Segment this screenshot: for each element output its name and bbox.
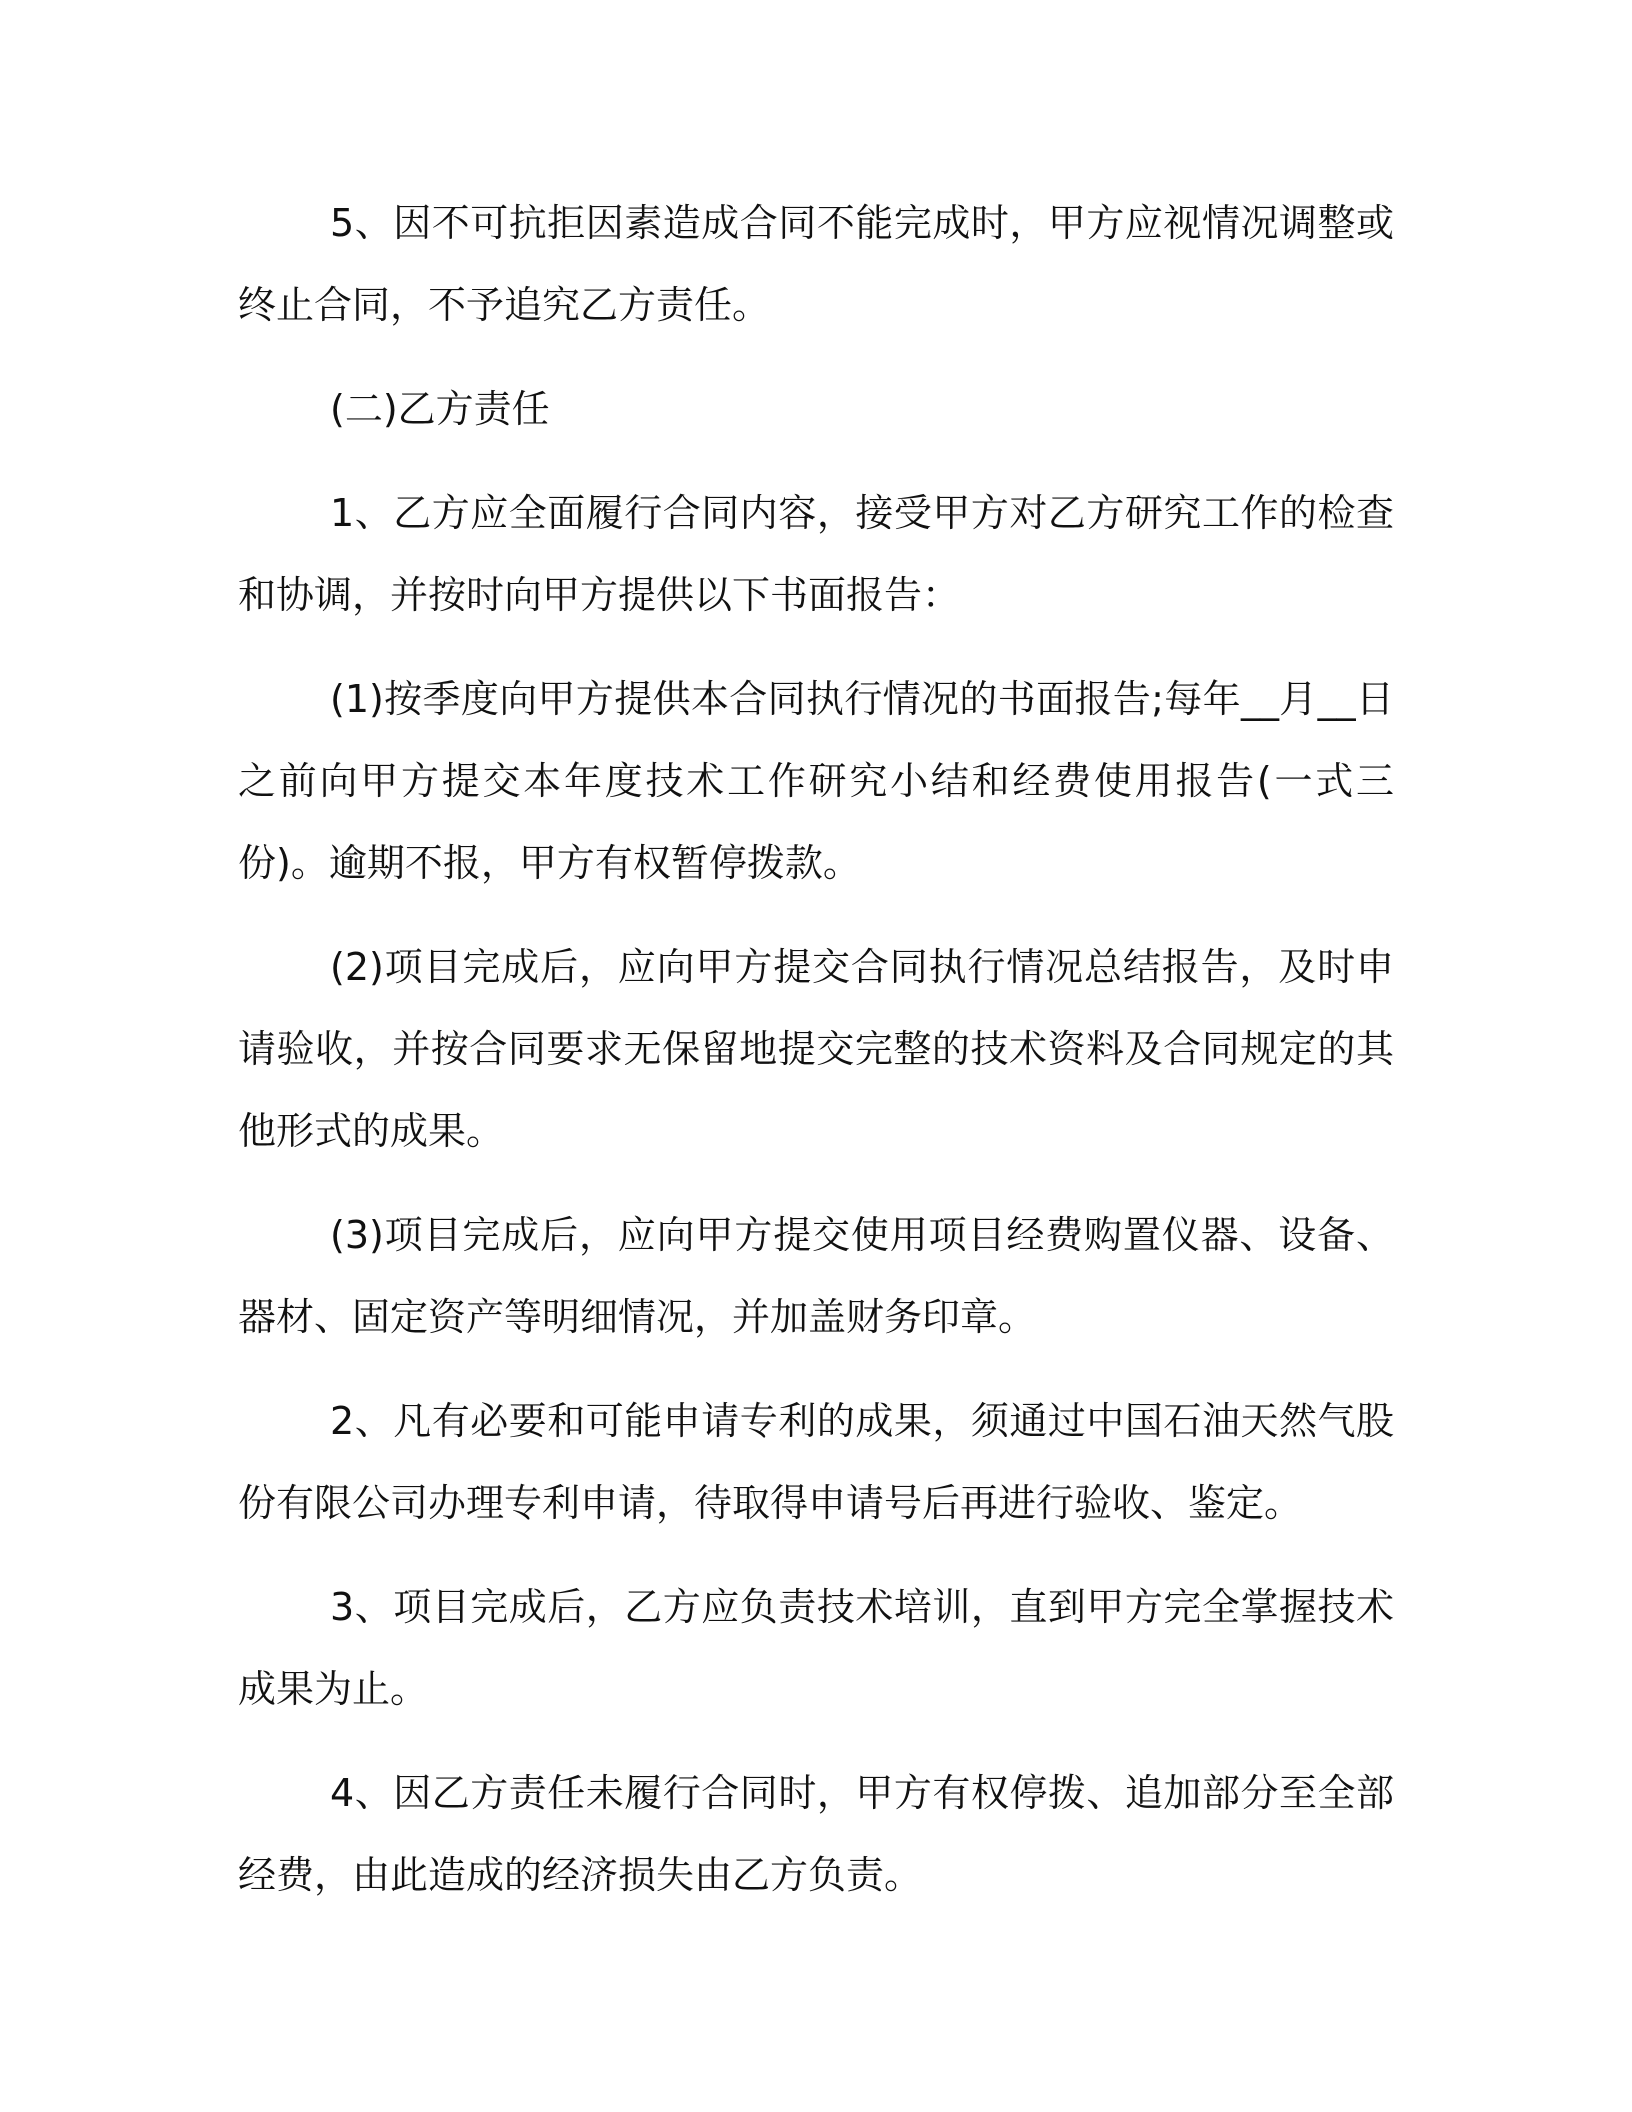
document-body <box>238 182 1394 1938</box>
clause-1-party-b-obligations: 1、乙方应全面履行合同内容，接受甲方对乙方研究工作的检查和协调，并按时向甲方提供以下书面报告： <box>238 491 1394 617</box>
subclause-1-quarterly-report: (1)按季度向甲方提供本合同执行情况的书面报告;每年__月__日之前向甲方提交本年度技术工作研究小结和经费使用报告(一式三份)。逾期不报，甲方有权暂停拨款。 <box>238 677 1394 885</box>
clause-5-force-majeure: 5、因不可抗拒因素造成合同不能完成时，甲方应视情况调整或终止合同，不予追究乙方责任。 <box>238 201 1394 327</box>
subclause-3-equipment-details: (3)项目完成后，应向甲方提交使用项目经费购置仪器、设备、器材、固定资产等明细情况，并加盖财务印章。 <box>238 1213 1394 1339</box>
subclause-2-completion-report: (2)项目完成后，应向甲方提交合同执行情况总结报告，及时申请验收，并按合同要求无保留地提交完整的技术资料及合同规定的其他形式的成果。 <box>238 945 1394 1153</box>
clause-3-technical-training: 3、项目完成后，乙方应负责技术培训，直到甲方完全掌握技术成果为止。 <box>238 1585 1394 1711</box>
clause-2-patent-application: 2、凡有必要和可能申请专利的成果，须通过中国石油天然气股份有限公司办理专利申请，待取得申请号后再进行验收、鉴定。 <box>238 1399 1394 1525</box>
clause-4-breach-liability: 4、因乙方责任未履行合同时，甲方有权停拨、追加部分至全部经费，由此造成的经济损失由乙方负责。 <box>238 1771 1394 1897</box>
section-heading-party-b-responsibility: (二)乙方责任 <box>330 387 550 431</box>
